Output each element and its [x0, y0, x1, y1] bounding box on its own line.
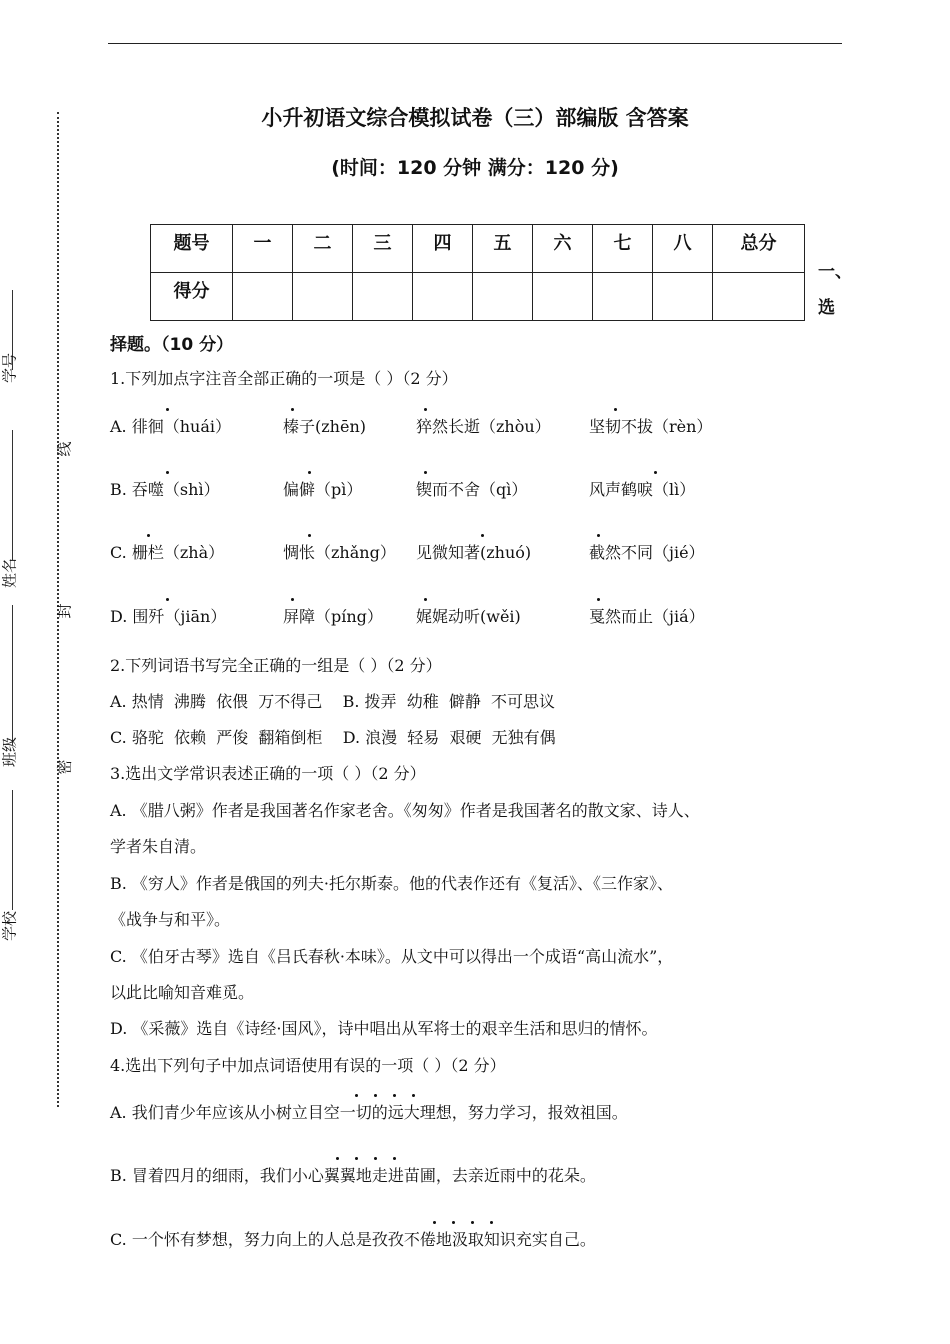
- header-rule: [108, 43, 842, 44]
- binding-label-name: 姓名: [0, 557, 19, 589]
- score-cell-blank: [353, 273, 413, 321]
- emphasis-dot: [308, 534, 311, 537]
- score-table-score-row: [151, 273, 805, 321]
- score-cell-blank: [293, 273, 353, 321]
- question-4-stem: 4.选出下列句子中加点词语使用有误的一项（ ）（2 分）: [110, 1056, 506, 1075]
- q3-option-c-line2: 以此比喻知音难觅。: [110, 983, 255, 1002]
- emphasis-dot: [166, 598, 169, 601]
- q1-option-d-4: 戛然而止（jiá）: [589, 607, 705, 626]
- score-cell-blank: [713, 273, 805, 321]
- emphasis-dot: [291, 408, 294, 411]
- emphasis-dot: [471, 1221, 474, 1224]
- q2-options-cd: C. 骆驼 依赖 严俊 翻箱倒柜 D. 浪漫 轻易 艰硬 无独有偶: [110, 728, 556, 747]
- q1-option-a-3: 猝然长逝（zhòu）: [416, 417, 551, 436]
- emphasis-dot: [597, 534, 600, 537]
- score-cell-blank: [473, 273, 533, 321]
- q4-option-b: B. 冒着四月的细雨，我们小心翼翼地走进苗圃，去亲近雨中的花朵。: [110, 1166, 596, 1185]
- emphasis-dot: [424, 471, 427, 474]
- emphasis-dot: [597, 598, 600, 601]
- emphasis-dot: [393, 1157, 396, 1160]
- emphasis-dot: [393, 1094, 396, 1097]
- q3-option-c-line1: C. 《伯牙古琴》选自《吕氏春秋·本味》。从文中可以得出一个成语“高山流水”，: [110, 947, 674, 966]
- q1-option-c-4: 截然不同（jié）: [589, 543, 705, 562]
- emphasis-dot: [374, 1094, 377, 1097]
- score-table: [150, 224, 805, 321]
- emphasis-dot: [424, 408, 427, 411]
- question-3-stem: 3.选出文学常识表述正确的一项（ ）（2 分）: [110, 764, 426, 783]
- q1-option-a-2: 榛子(zhēn): [283, 417, 366, 436]
- binding-label-student-id: 学号: [0, 352, 19, 384]
- section-heading: 择题。（10 分）: [110, 335, 234, 355]
- q1-option-b-4: 风声鹤唳（lì）: [589, 480, 696, 499]
- emphasis-dot: [166, 471, 169, 474]
- emphasis-dot: [412, 1094, 415, 1097]
- q1-option-a-1: A. 徘徊（huái）: [110, 417, 231, 436]
- q3-option-b-line2: 《战争与和平》。: [110, 910, 231, 929]
- class-blank: [12, 605, 13, 745]
- page-title: 小升初语文综合模拟试卷（三）部编版 含答案: [261, 106, 689, 130]
- score-cell-header: 题号: [151, 225, 233, 273]
- score-cell-blank: [413, 273, 473, 321]
- score-cell-blank: [593, 273, 653, 321]
- question-1-stem: 1.下列加点字注音全部正确的一项是（ ）（2 分）: [110, 369, 458, 388]
- score-cell-blank: [533, 273, 593, 321]
- emphasis-dot: [374, 1157, 377, 1160]
- score-cell-header: 五: [473, 225, 533, 273]
- q1-option-c-2: 惆怅（zhǎng）: [283, 543, 396, 562]
- q1-option-a-4: 坚韧不拔（rèn）: [589, 417, 713, 436]
- q3-option-d: D. 《采薇》选自《诗经·国风》，诗中唱出从军将士的艰辛生活和思归的情怀。: [110, 1019, 658, 1038]
- q3-option-a-line1: A. 《腊八粥》作者是我国著名作家老舍。《匆匆》作者是我国著名的散文家、诗人、: [110, 801, 700, 820]
- score-cell-header: 一: [233, 225, 293, 273]
- score-cell-header: 七: [593, 225, 653, 273]
- school-blank: [12, 790, 13, 910]
- emphasis-dot: [481, 534, 484, 537]
- emphasis-dot: [336, 1157, 339, 1160]
- emphasis-dot: [291, 598, 294, 601]
- score-cell-blank: [653, 273, 713, 321]
- binding-label-seal: 封: [55, 603, 74, 619]
- q1-option-c-3: 见微知著(zhuó): [416, 543, 532, 562]
- binding-label-class: 班级: [0, 736, 19, 768]
- score-cell-label: 得分: [151, 273, 233, 321]
- emphasis-dot: [614, 408, 617, 411]
- emphasis-dot: [452, 1221, 455, 1224]
- binding-label-secret: 密: [55, 759, 74, 775]
- emphasis-dot: [355, 1157, 358, 1160]
- score-cell-header: 总分: [713, 225, 805, 273]
- binding-label-school: 学校: [0, 910, 19, 942]
- q4-option-a: A. 我们青少年应该从小树立目空一切的远大理想，努力学习，报效祖国。: [110, 1103, 628, 1122]
- q2-options-ab: A. 热情 沸腾 依偎 万不得己 B. 拨弄 幼稚 僻静 不可思议: [110, 692, 556, 711]
- q1-option-d-1: D. 围歼（jiān）: [110, 607, 227, 626]
- emphasis-dot: [355, 1094, 358, 1097]
- q1-option-d-2: 屏障（píng）: [283, 607, 383, 626]
- section-number: 一、 选: [818, 262, 852, 318]
- emphasis-dot: [433, 1221, 436, 1224]
- q1-option-d-3: 娓娓动听(wěi): [416, 607, 521, 626]
- score-cell-header: 二: [293, 225, 353, 273]
- emphasis-dot: [147, 534, 150, 537]
- page-subtitle: (时间：120 分钟 满分：120 分): [331, 157, 619, 179]
- question-2-stem: 2.下列词语书写完全正确的一组是（ ）（2 分）: [110, 656, 442, 675]
- score-cell-blank: [233, 273, 293, 321]
- q4-option-c: C. 一个怀有梦想，努力向上的人总是孜孜不倦地汲取知识充实自己。: [110, 1230, 596, 1249]
- q1-option-b-1: B. 吞噬（shì）: [110, 480, 220, 499]
- name-blank: [12, 430, 13, 560]
- q3-option-b-line1: B. 《穷人》作者是俄国的列夫·托尔斯泰。他的代表作还有《复活》、《三作家》、: [110, 874, 674, 893]
- q1-option-b-2: 偏僻（pì）: [283, 480, 363, 499]
- score-cell-header: 六: [533, 225, 593, 273]
- q3-option-a-line2: 学者朱自清。: [110, 837, 207, 856]
- score-table-header-row: [151, 225, 805, 273]
- emphasis-dot: [424, 598, 427, 601]
- emphasis-dot: [654, 471, 657, 474]
- emphasis-dot: [490, 1221, 493, 1224]
- q1-option-b-3: 锲而不舍（qì）: [416, 480, 528, 499]
- score-cell-header: 三: [353, 225, 413, 273]
- q1-option-c-1: C. 栅栏（zhà）: [110, 543, 225, 562]
- emphasis-dot: [166, 408, 169, 411]
- score-cell-header: 八: [653, 225, 713, 273]
- binding-label-line: 线: [55, 441, 74, 457]
- emphasis-dot: [308, 471, 311, 474]
- score-cell-header: 四: [413, 225, 473, 273]
